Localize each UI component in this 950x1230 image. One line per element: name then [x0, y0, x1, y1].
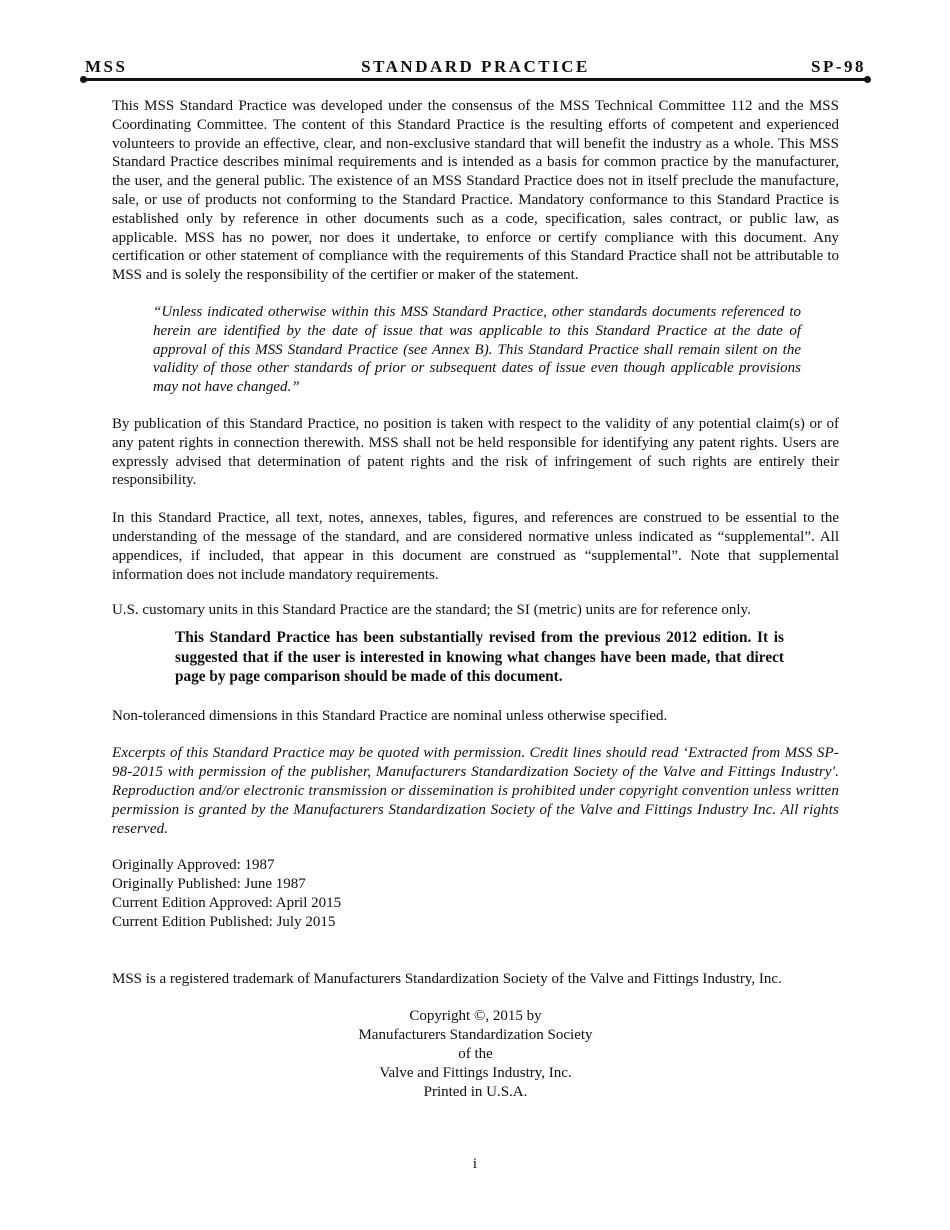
tolerance-paragraph: Non-toleranced dimensions in this Standard Practice are nominal unless otherwise specified. — [112, 707, 668, 724]
trademark-notice: MSS is a registered trademark of Manufacturers Standardization Society of the Valve and Fittings Industry, Inc. — [112, 970, 782, 987]
consensus-paragraph: This MSS Standard Practice was developed under the consensus of the MSS Technical Committee 112 and the MSS Coordinating Committee. The content of this Standard Practice is the resulting efforts of competent and experienced volunteers to provide an effective, clear, and non-exclusive standard that will benefit the industry as a whole. This MSS Standard Practice describes minimal requirements and is intended as a basis for common practice by the manufacturer, the user, and the general public. The existence of an MSS Standard Practice does not in itself preclude the manufacture, sale, or use of products not conforming to the Standard Practice. Mandatory conformance to this Standard Practice is established only by reference in other documents such as a code, specification, sales contract, or public law, as applicable. MSS has no power, nor does it undertake, to enforce or certify compliance with this document. Any certification or other statement of compliance with the requirements of this Standard Practice shall not be attributable to MSS and is solely the responsibility of the certifier or maker of the statement. — [112, 98, 839, 284]
copyright-block — [112, 1007, 839, 1101]
history-line: Originally Approved: 1987 — [112, 857, 275, 874]
copyright-line: Valve and Fittings Industry, Inc. — [379, 1064, 572, 1081]
copyright-line: Printed in U.S.A. — [423, 1083, 528, 1100]
header-org: MSS — [85, 57, 128, 76]
copyright-line: of the — [458, 1045, 493, 1062]
edition-history — [112, 856, 839, 931]
referenced-standards-quote: “Unless indicated otherwise within this MSS Standard Practice, other standards documents referenced to herein are identified by the date of issue that was applicable to this Standard Practice at the date of approval of this MSS Standard Practice (see Annex B). This Standard Practice shall remain silent on the validity of those other standards of prior or subsequent dates of issue even though applicable provisions may not have changed.” — [153, 303, 801, 396]
header-doc-id: SP-98 — [811, 57, 866, 76]
running-header — [83, 57, 868, 77]
rule-right-dot — [864, 76, 871, 83]
page-body — [112, 97, 839, 1101]
excerpt-permission-paragraph: Excerpts of this Standard Practice may be quoted with permission. Credit lines should read ‘Extracted from MSS SP-98-2015 with permission of the publisher, Manufacturers Standardization Society of the Valve and Fittings Industry'. Reproduction and/or electronic transmission or dissemination is prohibited under copyright convention unless written permission is granted by the Manufacturers Standardization Society of the Valve and Fittings Industry Inc. All rights reserved. — [112, 745, 839, 837]
copyright-line: Copyright ©, 2015 by — [409, 1008, 542, 1025]
rule-left-dot — [80, 76, 87, 83]
history-line: Current Edition Approved: April 2015 — [112, 895, 342, 911]
header-rule — [83, 78, 868, 81]
page-number: i — [472, 1156, 478, 1172]
header-title: STANDARD PRACTICE — [361, 57, 590, 76]
normative-paragraph: In this Standard Practice, all text, notes, annexes, tables, figures, and references are construed to be essential to the understanding of the message of the standard, and are considered normative unless indicated as “supplemental”. All appendices, if included, that appear in this document are construed as “supplemental”. Note that supplemental information does not include mandatory requirements. — [112, 510, 839, 583]
units-paragraph: U.S. customary units in this Standard Practice are the standard; the SI (metric) units are for reference only. — [112, 602, 751, 619]
patent-paragraph: By publication of this Standard Practice, no position is taken with respect to the validity of any potential claim(s) or of any patent rights in connection therewith. MSS shall not be held responsible for identifying any patent rights. Users are expressly advised that determination of patent rights and the risk of infringement of such rights are entirely their responsibility. — [112, 415, 839, 489]
history-line: Current Edition Published: July 2015 — [112, 913, 336, 930]
copyright-line: Manufacturers Standardization Society — [358, 1027, 593, 1044]
revision-note: This Standard Practice has been substantially revised from the previous 2012 edition. It is suggested that if the user is interested in knowing what changes have been made, that direct page by page comparison should be made of this document. — [175, 629, 784, 686]
history-line: Originally Published: June 1987 — [112, 876, 306, 893]
